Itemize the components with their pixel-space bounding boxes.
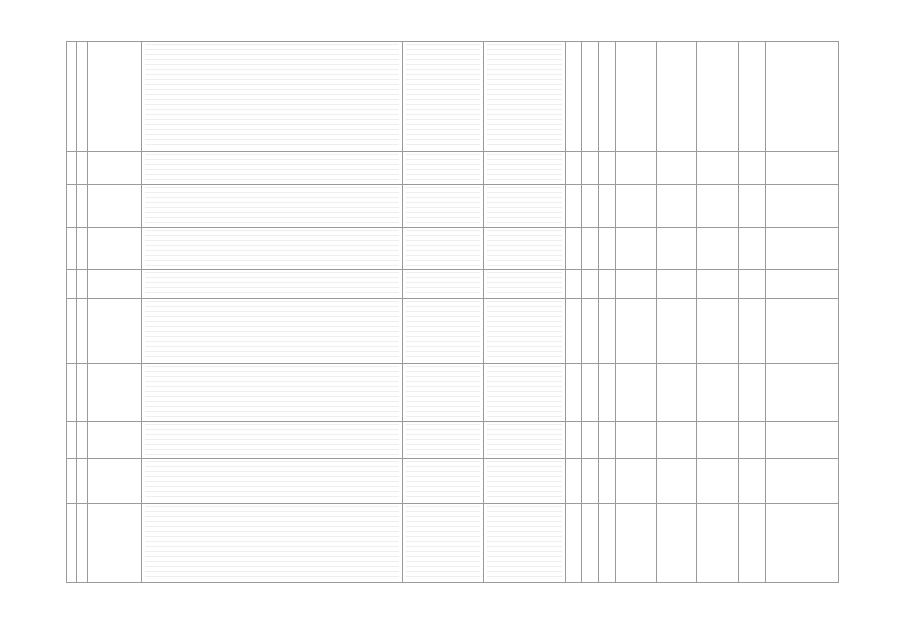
table-cell	[77, 152, 87, 185]
table-cell	[402, 459, 483, 504]
table-cell	[657, 270, 697, 299]
unreadable-text	[406, 506, 480, 580]
table-cell	[615, 299, 657, 364]
table-cell	[765, 422, 838, 459]
table-cell	[615, 270, 657, 299]
unreadable-text	[145, 301, 399, 361]
table-cell	[565, 422, 582, 459]
table-cell	[67, 152, 77, 185]
table-cell	[657, 228, 697, 270]
table-cell	[738, 459, 765, 504]
records-table	[66, 41, 839, 583]
unreadable-text	[487, 424, 561, 456]
table-cell	[565, 228, 582, 270]
table-cell	[142, 185, 403, 228]
table-cell	[697, 270, 739, 299]
table-cell	[657, 422, 697, 459]
table-cell	[565, 152, 582, 185]
table-cell	[565, 185, 582, 228]
table-cell	[77, 422, 87, 459]
table-row	[67, 422, 839, 459]
table-cell	[738, 270, 765, 299]
table-cell	[77, 459, 87, 504]
table-cell	[67, 299, 77, 364]
unreadable-text	[406, 272, 480, 296]
table-cell	[565, 364, 582, 422]
table-cell	[657, 299, 697, 364]
unreadable-text	[145, 187, 399, 225]
table-cell	[87, 185, 141, 228]
table-cell	[598, 228, 615, 270]
unreadable-text	[406, 44, 480, 149]
table-row	[67, 364, 839, 422]
table-cell	[765, 152, 838, 185]
table-cell	[738, 185, 765, 228]
table-cell	[484, 185, 565, 228]
table-cell	[565, 459, 582, 504]
table-cell	[142, 364, 403, 422]
table-cell	[657, 185, 697, 228]
unreadable-text	[145, 230, 399, 267]
unreadable-text	[145, 424, 399, 456]
table-cell	[77, 364, 87, 422]
table-cell	[582, 185, 599, 228]
unreadable-text	[406, 230, 480, 267]
unreadable-text	[487, 44, 561, 149]
table-cell	[402, 42, 483, 152]
table-cell	[402, 504, 483, 583]
table-cell	[77, 42, 87, 152]
table-cell	[615, 422, 657, 459]
table-cell	[657, 364, 697, 422]
table-cell	[615, 185, 657, 228]
table-cell	[697, 152, 739, 185]
table-cell	[615, 228, 657, 270]
table-cell	[142, 228, 403, 270]
table-row	[67, 299, 839, 364]
table-cell	[765, 228, 838, 270]
table-cell	[582, 152, 599, 185]
unreadable-text	[487, 301, 561, 361]
unreadable-text	[487, 366, 561, 419]
table-cell	[67, 42, 77, 152]
table-cell	[598, 422, 615, 459]
table-cell	[598, 364, 615, 422]
table-cell	[697, 185, 739, 228]
table-cell	[87, 422, 141, 459]
table-cell	[738, 42, 765, 152]
table-cell	[582, 422, 599, 459]
table-cell	[582, 42, 599, 152]
table-cell	[402, 228, 483, 270]
table-cell	[77, 504, 87, 583]
table-cell	[142, 270, 403, 299]
table-cell	[765, 299, 838, 364]
table-cell	[765, 42, 838, 152]
table-cell	[765, 185, 838, 228]
table-cell	[598, 459, 615, 504]
table-cell	[582, 504, 599, 583]
table-cell	[77, 299, 87, 364]
table-cell	[697, 299, 739, 364]
table-cell	[67, 270, 77, 299]
table-cell	[598, 270, 615, 299]
table-cell	[697, 228, 739, 270]
table-cell	[565, 504, 582, 583]
table-cell	[87, 504, 141, 583]
table-cell	[87, 299, 141, 364]
table-cell	[598, 152, 615, 185]
table-cell	[738, 422, 765, 459]
table-cell	[142, 422, 403, 459]
table-cell	[87, 228, 141, 270]
unreadable-text	[487, 272, 561, 296]
table-cell	[87, 152, 141, 185]
table-cell	[582, 364, 599, 422]
unreadable-text	[145, 506, 399, 580]
unreadable-text	[406, 154, 480, 182]
table-cell	[615, 459, 657, 504]
table-cell	[67, 504, 77, 583]
unreadable-text	[487, 230, 561, 267]
table-cell	[657, 459, 697, 504]
table-cell	[87, 42, 141, 152]
table-cell	[77, 185, 87, 228]
table-cell	[142, 42, 403, 152]
table-cell	[67, 422, 77, 459]
table-cell	[484, 228, 565, 270]
table-cell	[615, 152, 657, 185]
table-row	[67, 504, 839, 583]
table-cell	[738, 299, 765, 364]
table-cell	[87, 364, 141, 422]
table-cell	[402, 185, 483, 228]
table-cell	[402, 152, 483, 185]
table-cell	[657, 152, 697, 185]
table-cell	[697, 459, 739, 504]
table-cell	[565, 270, 582, 299]
table-cell	[598, 42, 615, 152]
unreadable-text	[487, 187, 561, 225]
table-cell	[657, 504, 697, 583]
table-cell	[582, 270, 599, 299]
table-cell	[77, 228, 87, 270]
unreadable-text	[145, 44, 399, 149]
table-cell	[484, 152, 565, 185]
table-cell	[582, 299, 599, 364]
table-cell	[765, 459, 838, 504]
table-cell	[582, 459, 599, 504]
table-row	[67, 228, 839, 270]
table-cell	[738, 364, 765, 422]
table-cell	[765, 364, 838, 422]
unreadable-text	[145, 461, 399, 501]
table-cell	[484, 364, 565, 422]
unreadable-text	[406, 424, 480, 456]
table-cell	[402, 270, 483, 299]
table-cell	[738, 152, 765, 185]
table-cell	[738, 504, 765, 583]
table-cell	[484, 459, 565, 504]
table-cell	[765, 504, 838, 583]
unreadable-text	[406, 366, 480, 419]
table-row	[67, 185, 839, 228]
table-cell	[565, 42, 582, 152]
table-cell	[598, 299, 615, 364]
table-cell	[484, 299, 565, 364]
table-cell	[615, 504, 657, 583]
table-cell	[598, 185, 615, 228]
table-cell	[484, 270, 565, 299]
table-cell	[77, 270, 87, 299]
table-row	[67, 270, 839, 299]
unreadable-text	[487, 506, 561, 580]
unreadable-text	[487, 154, 561, 182]
table-cell	[615, 364, 657, 422]
table-cell	[402, 364, 483, 422]
table-cell	[67, 459, 77, 504]
table-cell	[67, 364, 77, 422]
table-cell	[142, 504, 403, 583]
table-cell	[402, 422, 483, 459]
table-cell	[142, 459, 403, 504]
unreadable-text	[145, 154, 399, 182]
table-cell	[67, 228, 77, 270]
table-cell	[484, 42, 565, 152]
table-cell	[565, 299, 582, 364]
unreadable-text	[145, 366, 399, 419]
unreadable-text	[406, 301, 480, 361]
table-cell	[657, 42, 697, 152]
table-cell	[87, 459, 141, 504]
table-cell	[142, 152, 403, 185]
table-cell	[484, 504, 565, 583]
unreadable-text	[406, 461, 480, 501]
table-cell	[697, 422, 739, 459]
table-cell	[142, 299, 403, 364]
table-cell	[87, 270, 141, 299]
table-cell	[697, 504, 739, 583]
table-cell	[598, 504, 615, 583]
table-cell	[615, 42, 657, 152]
table-cell	[582, 228, 599, 270]
table-cell	[738, 228, 765, 270]
unreadable-text	[406, 187, 480, 225]
table-cell	[697, 42, 739, 152]
unreadable-text	[487, 461, 561, 501]
table-row	[67, 152, 839, 185]
table-cell	[67, 185, 77, 228]
table-cell	[402, 299, 483, 364]
table-cell	[697, 364, 739, 422]
unreadable-text	[145, 272, 399, 296]
table-cell	[484, 422, 565, 459]
table-row	[67, 42, 839, 152]
table-row	[67, 459, 839, 504]
table-cell	[765, 270, 838, 299]
